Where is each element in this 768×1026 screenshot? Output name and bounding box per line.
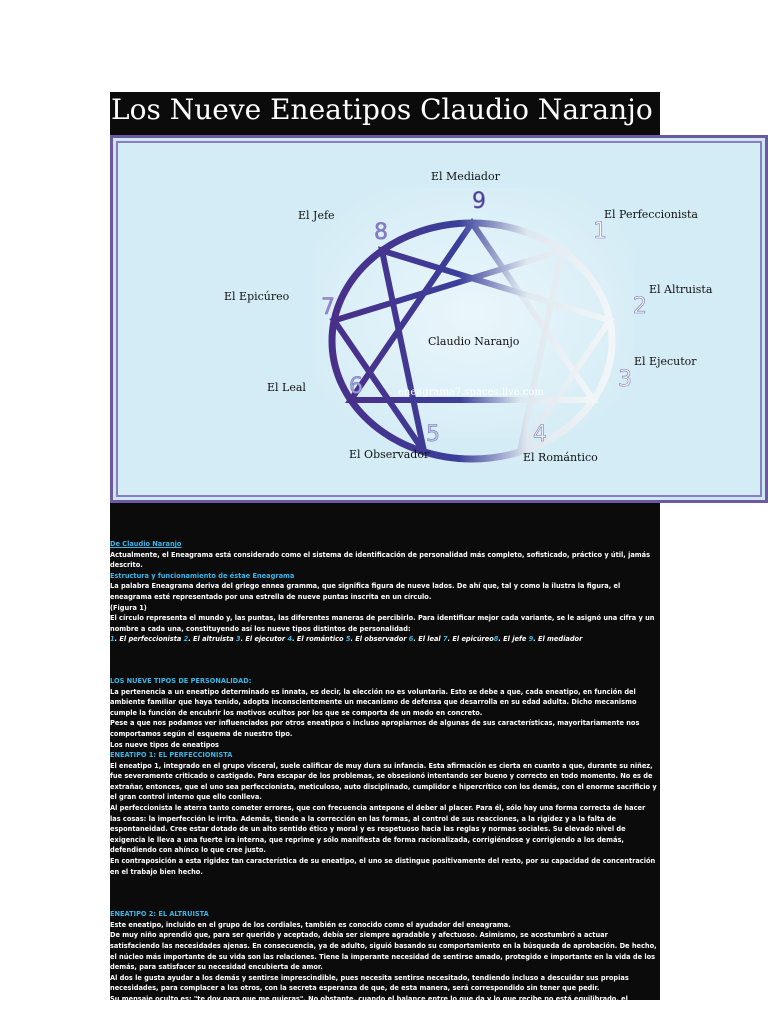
section-heading: LOS NUEVE TIPOS DE PERSONALIDAD:: [110, 676, 252, 685]
types-line: [110, 634, 658, 645]
author-link[interactable]: De Claudio Naranjo: [110, 540, 182, 548]
spacer: [110, 645, 658, 676]
paragraph: La pertenencia a un eneatipo determinado es innata, es decir, la elección no es voluntaria. Esto se debe a que, cada eneatipo, en función del ambiente familiar que haya tenido, adopta inconscientemente un mecanismo de defensa que desarrolla en su edad adulta. Dicho mecanismo cumple la función de encubrir los motivos ocultos por los que se comporta de un modo en concreto.: [110, 687, 637, 717]
point-number: 8: [374, 220, 388, 245]
paragraph: Actualmente, el Eneagrama está considerado como el sistema de identificación de personalidad más completo, sofisticado, práctico y útil, jamás descrito.: [110, 550, 651, 570]
type-name: . El perfeccionista: [114, 635, 182, 644]
point-number: 4: [533, 422, 547, 447]
type-name: . El jefe: [498, 635, 527, 644]
type-number: 7: [440, 635, 448, 644]
point-label: El Mediador: [431, 170, 500, 183]
point-number: 6: [349, 374, 363, 399]
paragraph: Su mensaje oculto es: "te doy para que me quieras". No obstante, cuando el balance entre lo que da y lo que recibe no está equilibrado, el altruista se siente explotado y decepcionado. Es en estos momentos cuando exterioriza su mayor defecto, el orgullo. Sin embargo, también se sirve de la: [110, 994, 643, 1025]
type-number: 5: [343, 635, 351, 644]
type-name: . El altruista: [188, 635, 234, 644]
point-number: 5: [426, 422, 440, 447]
paragraph: (Figura 1): [110, 603, 147, 612]
paragraph: Al dos le gusta ayudar a los demás y sentirse imprescindible, pues necesita sentirse necesitado, tendiendo incluso a descuidar sus propias necesidades, para complacer a los otros, con la secreta esperanza de que, de esta manera, será correspondido sin tener que pedir.: [110, 973, 629, 993]
paragraph: Este eneatipo, incluido en el grupo de los cordiales, también es conocido como el ayudador del eneagrama.: [110, 920, 511, 929]
body-text: [110, 539, 658, 1026]
section-heading: ENEATIPO 2: EL ALTRUISTA: [110, 910, 209, 919]
type-name: . El epicúreo: [447, 635, 494, 644]
type-name: . El mediador: [533, 635, 583, 644]
point-label: El Leal: [267, 381, 306, 394]
type-name: . El observador: [350, 635, 407, 644]
type-number: 2: [181, 635, 189, 644]
paragraph: Al perfeccionista le aterra tanto cometer errores, que con frecuencia antepone el deber al placer. Para él, sólo hay una forma correcta de hacer las cosas: la imperfección le irrita. Además, tiende a la corrección en las formas, al control de sus reacciones, a la rigidez y a la falta de espontaneidad. Cree estar dotado de un alto sentido ético y moral y es respetuoso hacia las reglas y normas sociales. Su elevado nivel de exigencia le lleva a una fuerte ira interna, que reprime y sólo manifiesta de forma racionalizada, corrigiéndose y corrigiendo a los demás, defendiendo con ahínco lo que cree justo.: [110, 804, 646, 855]
paragraph: El círculo representa el mundo y, las puntas, las diferentes maneras de percibirlo. Para identificar mejor cada variante, se le asignó una cifra y un nombre a cada una, constituyendo así los nueve tipos distintos de personalidad:: [110, 614, 655, 633]
point-label: El Ejecutor: [634, 355, 697, 368]
type-number: 3: [233, 635, 241, 644]
type-name: . El ejecutor: [240, 635, 286, 644]
section-heading: Estructura y funcionamiento de éstae Eneagrama: [110, 571, 295, 580]
enneagram-figure: [110, 135, 768, 503]
paragraph: El eneatipo 1, integrado en el grupo visceral, suele calificar de muy dura su infancia. Esta afirmación es cierta en cuanto a que, durante su niñez, fue severamente criticado o castigado. Para escapar de los problemas, se obsesionó intentando ser bueno y correcto en todo momento. No es de extrañar, entonces, que el uno sea perfeccionista, meticuloso, auto disciplinado, cumplidor e hipercrítico con los demás, con el enorme sacrificio y el gran control interno que ello conlleva.: [110, 761, 657, 802]
paragraph: Pese a que nos podamos ver influenciados por otros eneatipos o incluso apropiarnos de algunas de sus características, mayoritariamente nos comportamos según el esquema de nuestro tipo.: [110, 719, 640, 738]
type-name: . El romántico: [292, 635, 344, 644]
page-title: Los Nueve Eneatipos Claudio Naranjo: [111, 93, 653, 126]
type-number: 6: [406, 635, 414, 644]
point-number: 7: [321, 295, 335, 320]
point-label: El Perfeccionista: [604, 208, 698, 221]
watermark: eneagrama7.spaces.live.com: [398, 387, 544, 398]
type-name: . El leal: [413, 635, 441, 644]
point-label: El Jefe: [298, 209, 335, 222]
point-number: 2: [633, 294, 647, 319]
type-number: 8: [493, 635, 499, 644]
point-number: 1: [593, 219, 607, 244]
point-label: El Altruista: [649, 283, 713, 296]
point-number: 3: [618, 367, 632, 392]
point-number: 9: [472, 189, 486, 214]
section-heading: ENEATIPO 1: EL PERFECCIONISTA: [110, 751, 233, 760]
type-number: 1: [110, 635, 115, 644]
type-number: 4: [285, 635, 293, 644]
paragraph: De muy niño aprendió que, para ser querido y aceptado, debía ser siempre agradable y afectuoso. Asimismo, se acostumbró a actuar satisfaciendo las necesidades ajenas. En consecuencia, ya de adulto, siguió basando su comportamiento en la búsqueda de aprobación. De hecho, el núcleo más importante de su vida son las relaciones. Tiene la imperante necesidad de sentirse amado, protegido e importante en la vida de los demás, para satisfacer su necesidad encubierta de amor.: [110, 931, 657, 972]
paragraph: En contraposición a esta rigidez tan característica de su eneatipo, el uno se distingue positivamente del resto, por su capacidad de concentración en el trabajo bien hecho.: [110, 857, 656, 876]
point-label: El Observador: [349, 448, 430, 461]
center-label: Claudio Naranjo: [428, 335, 520, 348]
document-page: [110, 92, 713, 1025]
paragraph: La palabra Eneagrama deriva del griego ennea gramma, que significa figura de nueve lados. De ahí que, tal y como la ilustra la figura, el eneagrama esté representado por una estrella de nueve puntas inscrita en un círculo.: [110, 582, 621, 601]
paragraph: Los nueve tipos de eneatipos: [110, 740, 219, 749]
point-label: El Epicúreo: [224, 290, 290, 303]
type-number: 9: [526, 635, 534, 644]
enneagram-svg: [113, 138, 765, 500]
point-label: El Romántico: [523, 451, 598, 464]
spacer: [110, 877, 658, 909]
